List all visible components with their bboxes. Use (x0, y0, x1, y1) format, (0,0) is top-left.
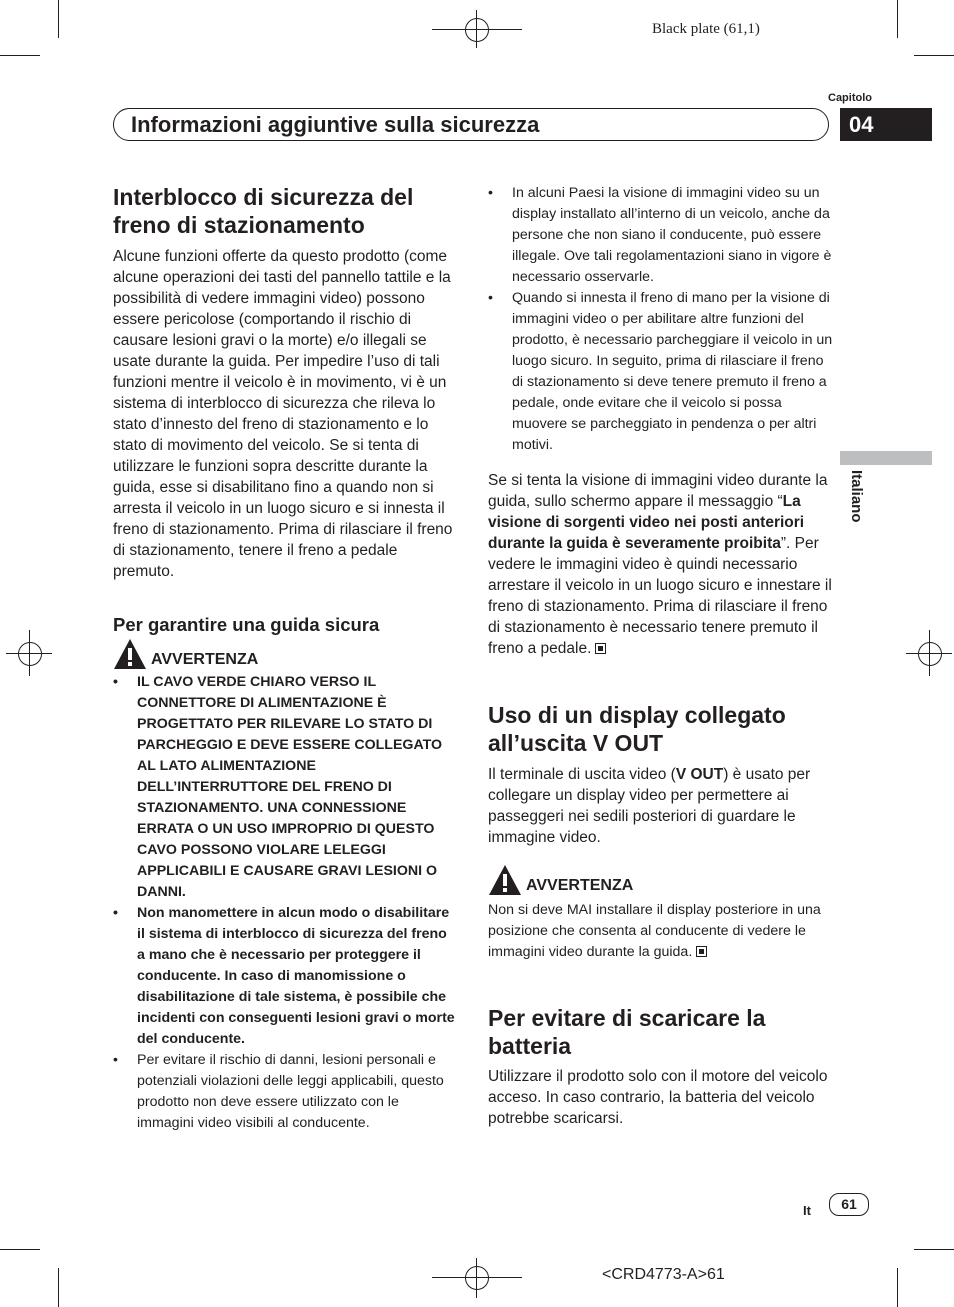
warning-heading (488, 864, 833, 896)
bullet: • (113, 674, 118, 690)
parking-brake-intro: Alcune funzioni offerte da questo prodotto (come alcune operazioni dei tasti del pannello tattile e la possibilità di vedere immagini video) possono essere pericolose (comportando il rischio di causare lesioni gravi o la morte) e/o illegali se usate durante la guida. Per impedire l’uso di tali funzioni mentre il veicolo è in movimento, vi è un sistema di interblocco di sicurezza che rileva lo stato d’innesto del freno di stazionamento e lo stato di movimento del veicolo. Se si tenta di utilizzare le funzioni sopra descritte durante la guida, esse si disabilitano fino a quando non si arresta il veicolo in un luogo sicuro e si innesta il freno di stazionamento. Prima di rilasciare il freno di stazionamento, tenere il freno a pedale premuto. (113, 248, 453, 580)
warning-triangle-icon (113, 638, 147, 670)
chapter-label: Capitolo (828, 92, 872, 104)
paragraph-text: Non si deve MAI installare il display posteriore in una posizione che consenta al conducente di vedere le immagini video durante la guida. (488, 902, 821, 960)
list-item-text: In alcuni Paesi la visione di immagini video su un display installato all’interno di un veicolo, anche da persone che non siano il conducente, può essere illegale. Ove tali regolamentazioni siano in vigore è necessario osservarle. (512, 185, 832, 285)
bullet: • (488, 290, 493, 306)
bullet: • (113, 1052, 118, 1068)
section-title-battery: Per evitare di scaricare la batteria (488, 1005, 766, 1059)
list-item (113, 672, 458, 903)
bullet: • (488, 185, 493, 201)
paragraph-text: Se si tenta la visione di immagini video durante la guida, sullo schermo appare il messaggio “ (488, 472, 828, 510)
paragraph-text: ”. Per vedere le immagini video è quindi necessario arrestare il veicolo in un luogo sicuro e innestare il freno di stazionamento. Prima di rilasciare il freno di stazionamento è necessario tenere premuto il freno a pedale. (488, 535, 832, 657)
list-item (488, 183, 833, 288)
page-title: Informazioni aggiuntive sulla sicurezza (131, 112, 540, 137)
list-item (488, 288, 833, 456)
language-label: Italiano (848, 470, 865, 523)
warning-label: AVVERTENZA (526, 877, 634, 894)
warning-label: AVVERTENZA (151, 651, 259, 668)
vout-terminal-name: V OUT (675, 766, 724, 783)
onscreen-message: La visione di sorgenti video nei posti anteriori durante la guida è severamente proibita (488, 493, 805, 552)
paragraph-text: ) è usato per collegare un display video per permettere ai passeggeri nei sedili posteriori di guardare le immagine video. (488, 766, 811, 846)
list-item-text: Per evitare il rischio di danni, lesioni personali e potenziali violazioni delle leggi applicabili, questo prodotto non deve essere utilizzato con le immagini video visibili al conducente. (137, 1052, 444, 1131)
page-number: 61 (829, 1193, 869, 1216)
section-title-parking-brake: Interblocco di sicurezza del freno di stazionamento (113, 184, 414, 238)
subsection-title-safe-driving: Per garantire una guida sicura (113, 614, 380, 635)
vout-warning-text (488, 900, 833, 963)
warning-list (113, 672, 458, 1134)
vout-paragraph (488, 764, 833, 848)
page-language: It (803, 1203, 811, 1218)
bullet: • (113, 905, 118, 921)
chapter-number: 04 (840, 108, 932, 141)
list-item (113, 1050, 458, 1134)
document-code: <CRD4773-A>61 (602, 1266, 725, 1283)
video-message-paragraph (488, 470, 833, 659)
list-item-text: IL CAVO VERDE CHIARO VERSO IL CONNETTORE DI ALIMENTAZIONE È PROGETTATO PER RILEVARE LO STATO DI PARCHEGGIO E DEVE ESSERE COLLEGATO AL LATO ALIMENTAZIONE DELL’INTERRUTTORE DEL FRENO DI STAZIONAMENTO. UNA CONNESSIONE ERRATA O UN USO IMPROPRIO DI QUESTO CAVO POSSONO VIOLARE LELEGGI APPLICABILI E CAUSARE GRAVI LESIONI O DANNI. (137, 674, 443, 900)
language-tab (840, 451, 932, 465)
end-mark-icon (595, 643, 606, 654)
plate-label: Black plate (61,1) (652, 21, 760, 37)
section-title-vout: Uso di un display collegato all’uscita V OUT (488, 702, 786, 756)
list-item (113, 903, 458, 1050)
battery-paragraph: Utilizzare il prodotto solo con il motore del veicolo acceso. In caso contrario, la batteria del veicolo potrebbe scaricarsi. (488, 1068, 828, 1127)
warning-heading (113, 638, 458, 670)
notice-list (488, 183, 833, 456)
end-mark-icon (696, 946, 707, 957)
warning-triangle-icon (488, 864, 522, 896)
list-item-text: Quando si innesta il freno di mano per la visione di immagini video o per abilitare altre funzioni del prodotto, è necessario parcheggiare il veicolo in un luogo sicuro. In seguito, prima di rilasciare il freno di stazionamento si deve tenere premuto il freno a pedale, onde evitare che il veicolo si possa muovere se parcheggiato in pendenza o per altri motivi. (512, 290, 833, 453)
paragraph-text: Il terminale di uscita video ( (488, 766, 676, 783)
list-item-text: Non manomettere in alcun modo o disabilitare il sistema di interblocco di sicurezza del freno a mano che è necessario per proteggere il conducente. In caso di manomissione o disabilitazione di tale sistema, è possibile che incidenti con conseguenti lesioni gravi o morte del conducente. (137, 905, 455, 1047)
